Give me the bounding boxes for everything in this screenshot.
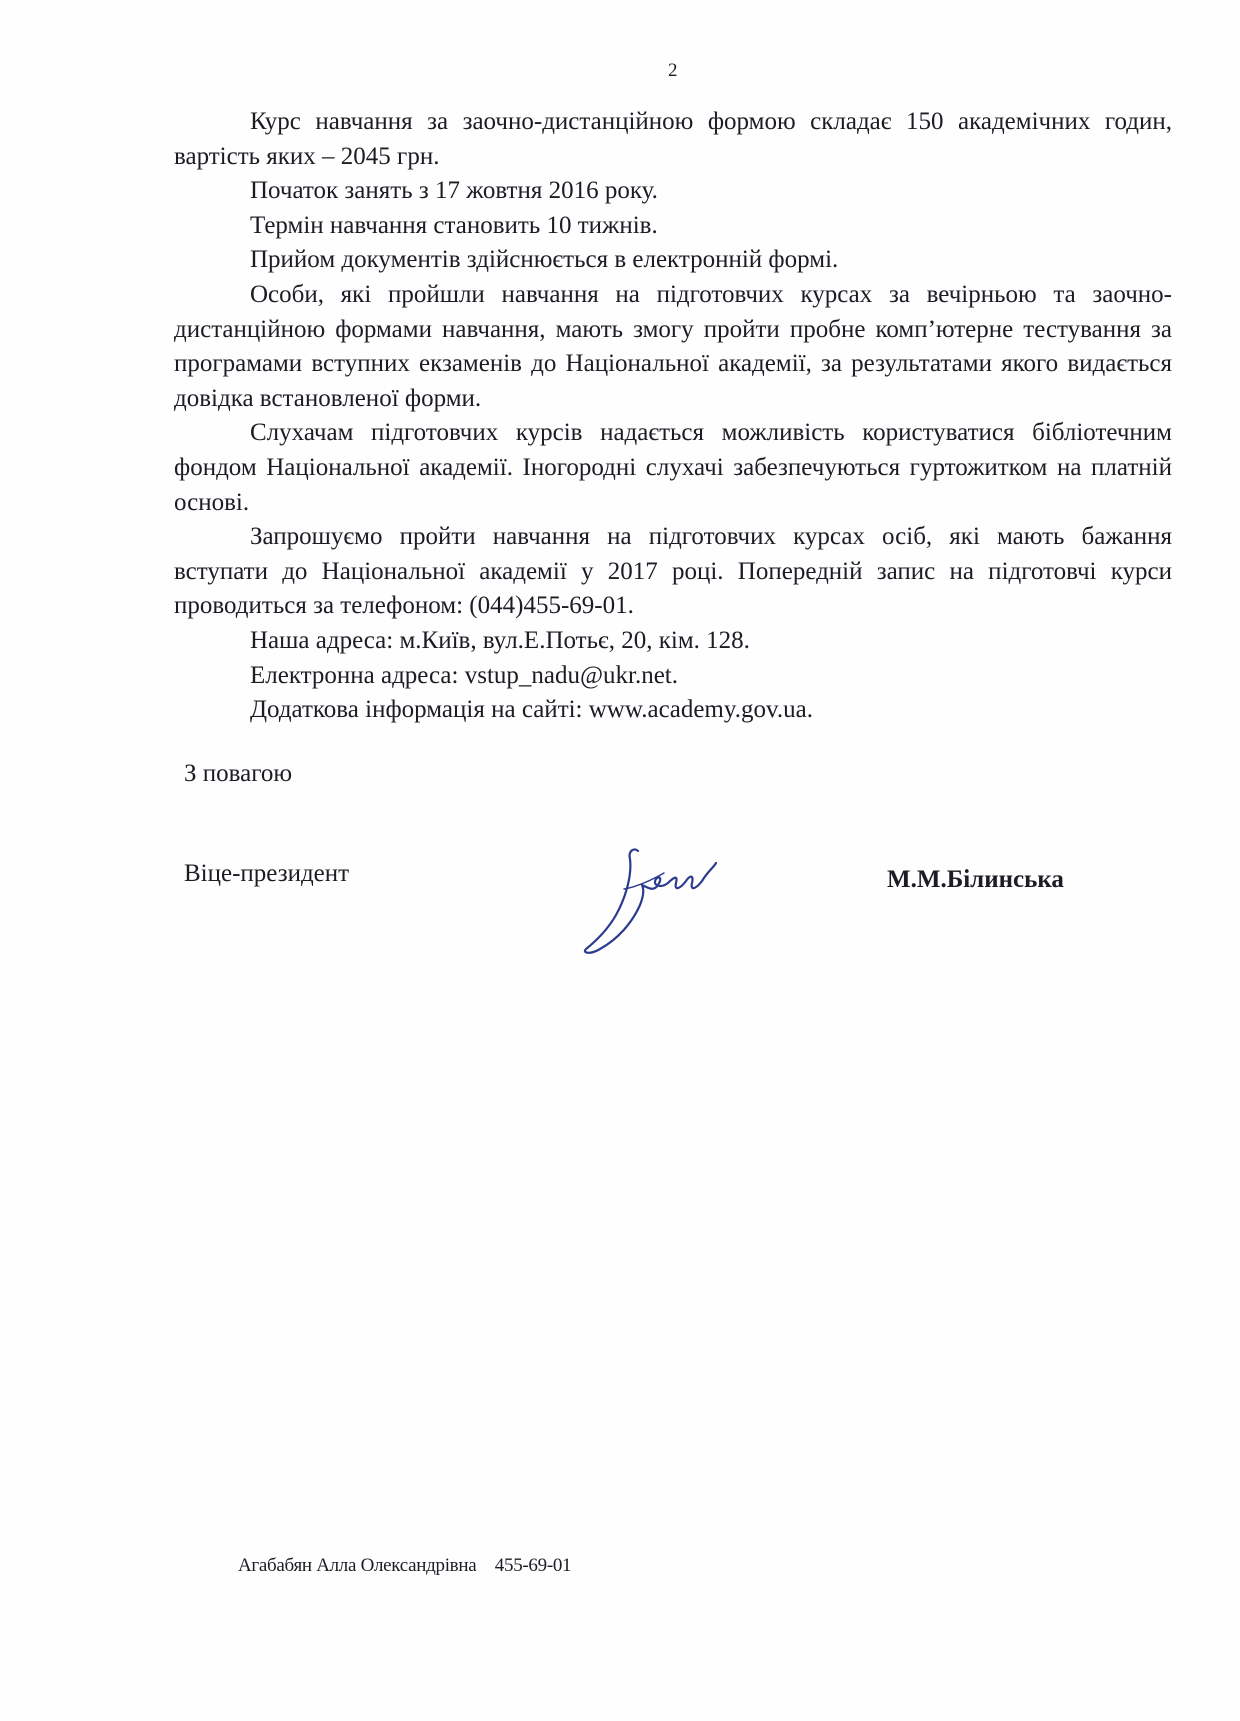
- paragraph-invitation: Запрошуємо пройти навчання на підготовчих курсах осіб, які мають бажання вступати до Національної академії у 2017 році. Попередній запис на підготовчі курси проводиться за телефоном: (044)455-69-01.: [174, 523, 1172, 620]
- paragraph-testing: Особи, які пройшли навчання на підготовчих курсах за вечірньою та заочно-дистанційною формами навчання, мають змогу пройти пробне комп’ютерне тестування за програмами вступних екзаменів до Національної академії, за результатами якого видається довідка встановленої форми.: [174, 280, 1172, 412]
- paragraph-start-date: Початок занять з 17 жовтня 2016 року.: [250, 177, 658, 205]
- handwritten-signature: [580, 845, 750, 955]
- paragraph-duration: Термін навчання становить 10 тижнів.: [250, 211, 658, 239]
- closing-salutation: З повагою: [184, 760, 293, 787]
- paragraph-email: Електронна адреса: vstup_nadu@ukr.net.: [250, 661, 679, 689]
- paragraph-course-cost: Курс навчання за заочно-дистанційною формою складає 150 академічних годин, вартість яких – 2045 грн.: [174, 108, 1172, 170]
- executor-line: [238, 1555, 571, 1577]
- executor-name: Агабабян Алла Олександрівна: [238, 1555, 477, 1576]
- paragraph-library: Слухачам підготовчих курсів надається можливість користуватися бібліотечним фондом Національної академії. Іногородні слухачі забезпечуються гуртожитком на платній основі.: [174, 419, 1172, 516]
- executor-phone: 455-69-01: [494, 1555, 572, 1576]
- paragraph-documents: Прийом документів здійснюється в електронній формі.: [250, 246, 839, 274]
- signer-title: Віце-президент: [184, 860, 350, 887]
- paragraph-address: Наша адреса: м.Київ, вул.Е.Потьє, 20, кім. 128.: [250, 626, 750, 654]
- paragraph-website: Додаткова інформація на сайті: www.academy.gov.ua.: [250, 696, 813, 724]
- signer-name: М.М.Білинська: [887, 866, 1064, 893]
- page-number: 2: [668, 60, 678, 81]
- letter-body: [174, 105, 1172, 728]
